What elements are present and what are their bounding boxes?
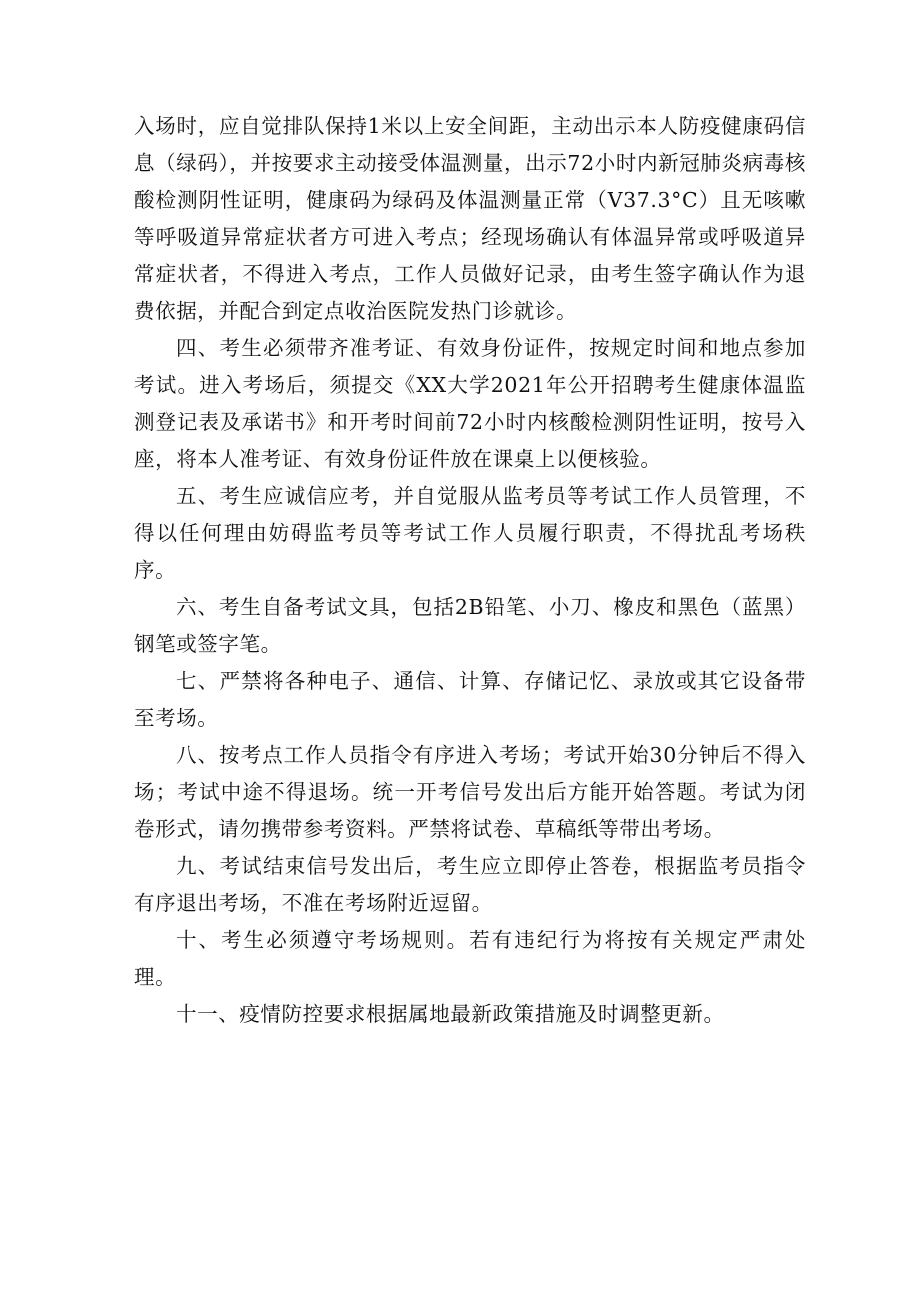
- paragraph-rule-8: 八、按考点工作人员指令有序进入考场；考试开始30分钟后不得入场；考试中途不得退场。统一开考信号发出后方能开始答题。考试为闭卷形式，请勿携带参考资料。严禁将试卷、草稿纸等带出考场。: [134, 743, 806, 841]
- document-body: [134, 108, 806, 1033]
- paragraph-rule-10: 十、考生必须遵守考场规则。若有违纪行为将按有关规定严肃处理。: [134, 928, 806, 989]
- paragraph-rule-6: 六、考生自备考试文具，包括2B铅笔、小刀、橡皮和黑色（蓝黑）钢笔或签字笔。: [134, 595, 806, 656]
- paragraph-rule-4: 四、考生必须带齐准考证、有效身份证件，按规定时间和地点参加考试。进入考场后，须提交《XX大学2021年公开招聘考生健康体温监测登记表及承诺书》和开考时间前72小时内核酸检测阴性证明，按号入座，将本人准考证、有效身份证件放在课桌上以便核验。: [134, 336, 806, 471]
- paragraph-rule-7: 七、严禁将各种电子、通信、计算、存储记忆、录放或其它设备带至考场。: [134, 669, 806, 730]
- paragraph-rule-9: 九、考试结束信号发出后，考生应立即停止答卷，根据监考员指令有序退出考场，不准在考场附近逗留。: [134, 854, 806, 915]
- paragraph-rule-11: 十一、疫情防控要求根据属地最新政策措施及时调整更新。: [176, 1002, 725, 1026]
- paragraph-entry-requirements: 入场时，应自觉排队保持1米以上安全间距，主动出示本人防疫健康码信息（绿码），并按要求主动接受体温测量，出示72小时内新冠肺炎病毒核酸检测阴性证明，健康码为绿码及体温测量正常（V37.3°C）且无咳嗽等呼吸道异常症状者方可进入考点；经现场确认有体温异常或呼吸道异常症状者，不得进入考点，工作人员做好记录，由考生签字确认作为退费依据，并配合到定点收治医院发热门诊就诊。: [134, 114, 806, 323]
- paragraph-rule-5: 五、考生应诚信应考，并自觉服从监考员等考试工作人员管理，不得以任何理由妨碍监考员等考试工作人员履行职责，不得扰乱考场秩序。: [134, 484, 806, 582]
